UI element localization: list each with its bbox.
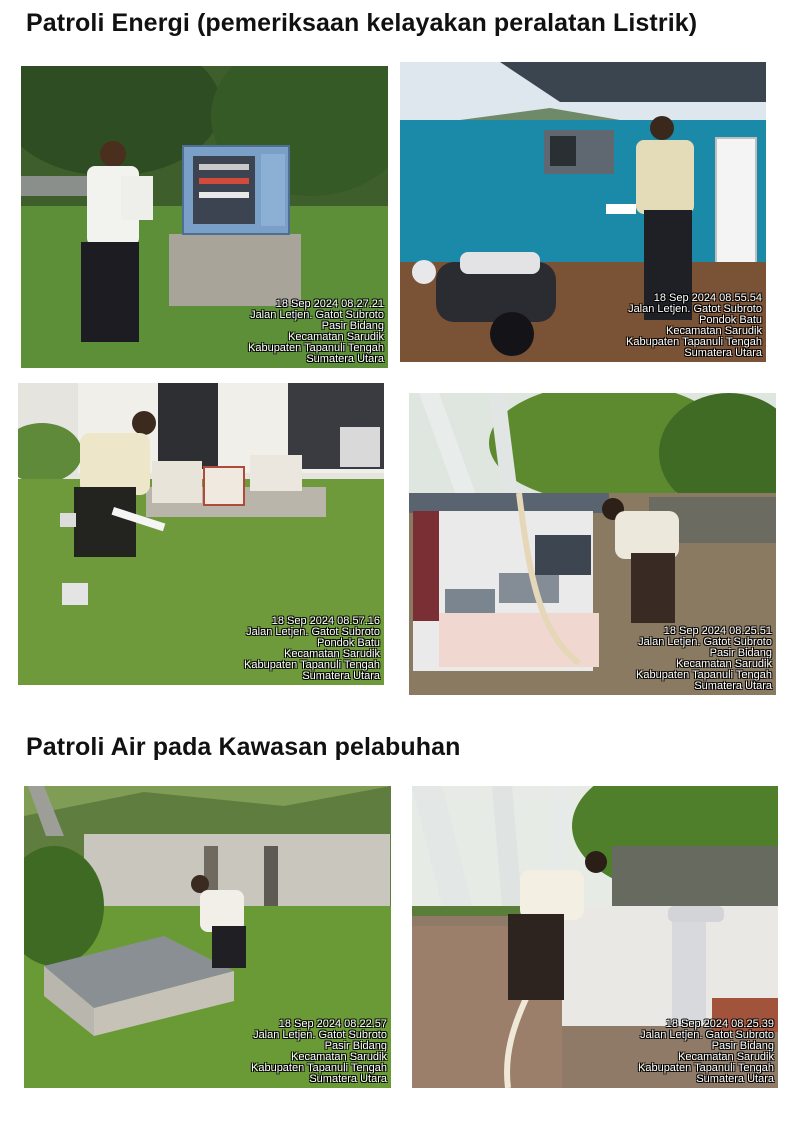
stamp-village: Pondok Batu (317, 637, 380, 649)
stamp-district: Kecamatan Sarudik (284, 648, 380, 660)
stamp-province: Sumatera Utara (684, 347, 762, 359)
stamp-street: Jalan Letjen. Gatot Subroto (246, 626, 380, 638)
stamp-district: Kecamatan Sarudik (291, 1051, 387, 1063)
stamp-timestamp: 18 Sep 2024 08.27.21 (275, 298, 384, 310)
photo-stamp (638, 1019, 774, 1085)
stamp-district: Kecamatan Sarudik (288, 331, 384, 343)
stamp-timestamp: 18 Sep 2024 08.22.57 (278, 1018, 387, 1030)
stamp-street: Jalan Letjen. Gatot Subroto (638, 636, 772, 648)
stamp-village: Pasir Bidang (709, 647, 772, 659)
photo-stamp (251, 1019, 387, 1085)
stamp-regency: Kabupaten Tapanuli Tengah (251, 1062, 387, 1074)
stamp-village: Pasir Bidang (321, 320, 384, 332)
stamp-province: Sumatera Utara (694, 680, 772, 692)
photo-stamp (248, 299, 384, 365)
stamp-province: Sumatera Utara (302, 670, 380, 682)
stamp-district: Kecamatan Sarudik (678, 1051, 774, 1063)
stamp-street: Jalan Letjen. Gatot Subroto (628, 303, 762, 315)
section-title-energy: Patroli Energi (pemeriksaan kelayakan peralatan Listrik) (26, 9, 698, 37)
photo-stamp (626, 293, 762, 359)
stamp-regency: Kabupaten Tapanuli Tengah (638, 1062, 774, 1074)
stamp-district: Kecamatan Sarudik (676, 658, 772, 670)
stamp-regency: Kabupaten Tapanuli Tengah (244, 659, 380, 671)
photo-stamp (636, 626, 772, 692)
stamp-province: Sumatera Utara (696, 1073, 774, 1085)
stamp-street: Jalan Letjen. Gatot Subroto (250, 309, 384, 321)
stamp-province: Sumatera Utara (309, 1073, 387, 1085)
stamp-regency: Kabupaten Tapanuli Tengah (626, 336, 762, 348)
stamp-timestamp: 18 Sep 2024 08.55.54 (653, 292, 762, 304)
stamp-timestamp: 18 Sep 2024 08.25.39 (665, 1018, 774, 1030)
photo-water-reservoir (412, 786, 778, 1088)
section-title-water: Patroli Air pada Kawasan pelabuhan (26, 733, 461, 761)
photo-stamp (244, 616, 380, 682)
stamp-regency: Kabupaten Tapanuli Tengah (248, 342, 384, 354)
stamp-regency: Kabupaten Tapanuli Tengah (636, 669, 772, 681)
stamp-timestamp: 18 Sep 2024 08.57.16 (271, 615, 380, 627)
photo-water-tank-cover (24, 786, 391, 1088)
stamp-street: Jalan Letjen. Gatot Subroto (640, 1029, 774, 1041)
stamp-street: Jalan Letjen. Gatot Subroto (253, 1029, 387, 1041)
stamp-district: Kecamatan Sarudik (666, 325, 762, 337)
stamp-province: Sumatera Utara (306, 353, 384, 365)
photo-energy-pump-station (409, 393, 776, 695)
stamp-village: Pasir Bidang (324, 1040, 387, 1052)
photo-energy-panel-blue-wall (400, 62, 766, 362)
stamp-village: Pasir Bidang (711, 1040, 774, 1052)
photo-energy-boxes-building (18, 383, 384, 685)
stamp-village: Pondok Batu (699, 314, 762, 326)
stamp-timestamp: 18 Sep 2024 08.25.51 (663, 625, 772, 637)
photo-energy-panel-garden (21, 66, 388, 368)
